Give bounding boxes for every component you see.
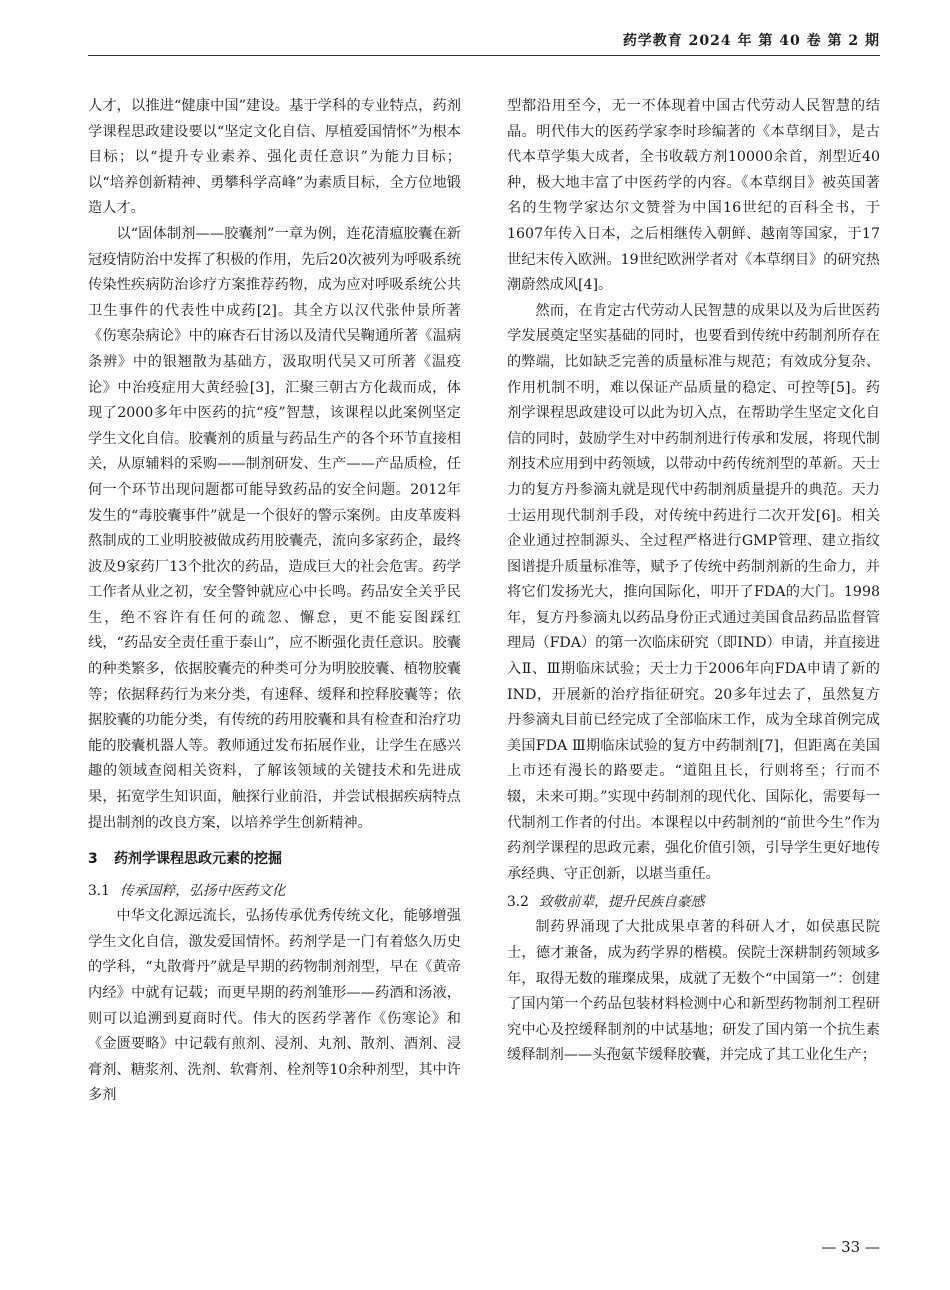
paragraph: 以“固体制剂——胶囊剂”一章为例，连花清瘟胶囊在新冠疫情防治中发挥了积极的作用，先后20次被列为呼吸系统传染性疾病防治诊疗方案推荐药物，成为应对呼吸系统公共卫生事件的代表性中成药[2]。其全方以汉代张仲景所著《伤寒杂病论》中的麻杏石甘汤以及清代吴鞠通所著《温病条辨》中的银翘散为基础方，汲取明代吴又可所著《温疫论》中治疫症用大黄经验[3]，汇聚三朝古方化裁而成，体现了2000多年中医药的抗“疫”智慧，该课程以此案例坚定学生文化自信。胶囊剂的质量与药品生产的各个环节直接相关，从原辅料的采购——制剂研发、生产——产品质检，任何一个环节出现问题都可能导致药品的安全问题。2012年发生的“毒胶囊事件”就是一个很好的警示案例。由皮革废料熬制成的工业明胶被做成药用胶囊壳，流向多家药企，最终波及9家药厂13个批次的药品，造成巨大的社会危害。药学工作者从业之初，安全警钟就应心中长鸣。药品安全关乎民生，绝不容许有任何的疏忽、懈怠，更不能妄图踩红线，“药品安全责任重于泰山”，应不断强化责任意识。胶囊的种类繁多，依据胶囊壳的种类可分为明胶胶囊、植物胶囊等；依据释药行为来分类，有速释、缓释和控释胶囊等；依据胶囊的功能分类，有传统的药用胶囊和具有检查和治疗功能的胶囊机器人等。教师通过发布拓展作业，让学生在感兴趣的领域查阅相关资料，了解该领域的关键技术和先进成果，拓宽学生知识面，触探行业前沿，并尝试根据疾病特点提出制剂的改良方案，以培养学生创新精神。 <box>88 225 461 831</box>
section-number: 3 <box>88 851 98 868</box>
left-column <box>88 94 461 1109</box>
page-number: — 33 — <box>821 1238 880 1256</box>
paragraph: 然而，在肯定古代劳动人民智慧的成果以及为后世医药学发展奠定坚实基础的同时，也要看到传统中药制剂所存在的弊端，比如缺乏完善的质量标准与规范；有效成分复杂、作用机制不明，难以保证产品质量的稳定、可控等[5]。药剂学课程思政建设可以此为切入点，在帮助学生坚定文化自信的同时，鼓励学生对中药制剂进行传承和发展，将现代制剂技术应用到中药领域，以带动中药传统剂型的革新。天士力的复方丹参滴丸就是现代中药制剂质量提升的典范。天力士运用现代制剂手段，对传统中药进行二次开发[6]。相关企业通过控制源头、全过程严格进行GMP管理、建立指纹图谱提升质量标准等，赋予了传统中药制剂新的生命力，并将它们发扬光大，推向国际化，叩开了FDA的大门。1998年，复方丹参滴丸以药品身份正式通过美国食品药品监督管理局（FDA）的第一次临床研究（即IND）申请，并直接进入Ⅱ、Ⅲ期临床试验；天士力于2006年向FDA申请了新的IND，开展新的治疗指征研究。20多年过去了，虽然复方丹参滴丸目前已经完成了全部临床工作，成为全球首例完成美国FDA Ⅲ期临床试验的复方中药制剂[7]，但距离在美国上市还有漫长的路要走。“道阻且长，行则将至；行而不辍，未来可期。”实现中药制剂的现代化、国际化，需要每一代制剂工作者的付出。本课程以中药制剂的“前世今生”作为药剂学课程的思政元素，强化价值引领，引导学生更好地传承经典、守正创新，以堪当重任。 <box>507 302 880 882</box>
right-column <box>507 94 880 1069</box>
subsection-number: 3.1 <box>88 883 110 900</box>
subsection-heading <box>507 889 880 915</box>
subsection-title: 致敬前辈，提升民族自豪感 <box>539 894 705 911</box>
paragraph: 人才，以推进“健康中国”建设。基于学科的专业特点，药剂学课程思政建设要以“坚定文化自信、厚植爱国情怀”为根本目标；以“提升专业素养、强化责任意识”为能力目标；以“培养创新精神、勇攀科学高峰”为素质目标，全方位地锻造人才。 <box>88 98 461 217</box>
paragraph: 型都沿用至今，无一不体现着中国古代劳动人民智慧的结晶。明代伟大的医药学家李时珍编著的《本草纲目》，是古代本草学集大成者，全书收载方剂10000余首，剂型近40种，极大地丰富了中医药学的内容。《本草纲目》被英国著名的生物学家达尔文赞誉为中国16世纪的百科全书，于1607年传入日本，之后相继传入朝鲜、越南等国家，于17世纪末传入欧洲。19世纪欧洲学者对《本草纲目》的研究热潮蔚然成风[4]。 <box>507 98 880 294</box>
paragraph: 制药界涌现了大批成果卓著的科研人才，如侯惠民院士，德才兼备，成为药学界的楷模。侯院士深耕制药领域多年，取得无数的璀璨成果，成就了无数个“中国第一”：创建了国内第一个药品包装材料检测中心和新型药物制剂工程研究中心及控缓释制剂的中试基地；研发了国内第一个抗生素缓释制剂——头孢氨苄缓释胶囊，并完成了其工业化生产； <box>507 919 880 1064</box>
paragraph: 中华文化源远流长，弘扬传承优秀传统文化，能够增强学生文化自信，激发爱国情怀。药剂学是一门有着悠久历史的学科，“丸散膏丹”就是早期的药物制剂剂型，早在《黄帝内经》中就有记载；而更早期的药剂雏形——药酒和汤液，则可以追溯到夏商时代。伟大的医药学著作《伤寒论》和《金匮要略》中记载有煎剂、浸剂、丸剂、散剂、酒剂、浸膏剂、糖浆剂、洗剂、软膏剂、栓剂等10余种剂型，其中许多剂 <box>88 908 461 1104</box>
section-heading <box>88 847 461 871</box>
header-rule <box>88 55 880 56</box>
page-header <box>88 22 880 56</box>
subsection-number: 3.2 <box>507 894 529 911</box>
subsection-heading <box>88 878 461 904</box>
journal-title: 药学教育 2024 年 第 40 卷 第 2 期 <box>622 33 880 49</box>
section-title: 药剂学课程思政元素的挖掘 <box>114 851 282 868</box>
subsection-title: 传承国粹，弘扬中医药文化 <box>120 883 286 900</box>
